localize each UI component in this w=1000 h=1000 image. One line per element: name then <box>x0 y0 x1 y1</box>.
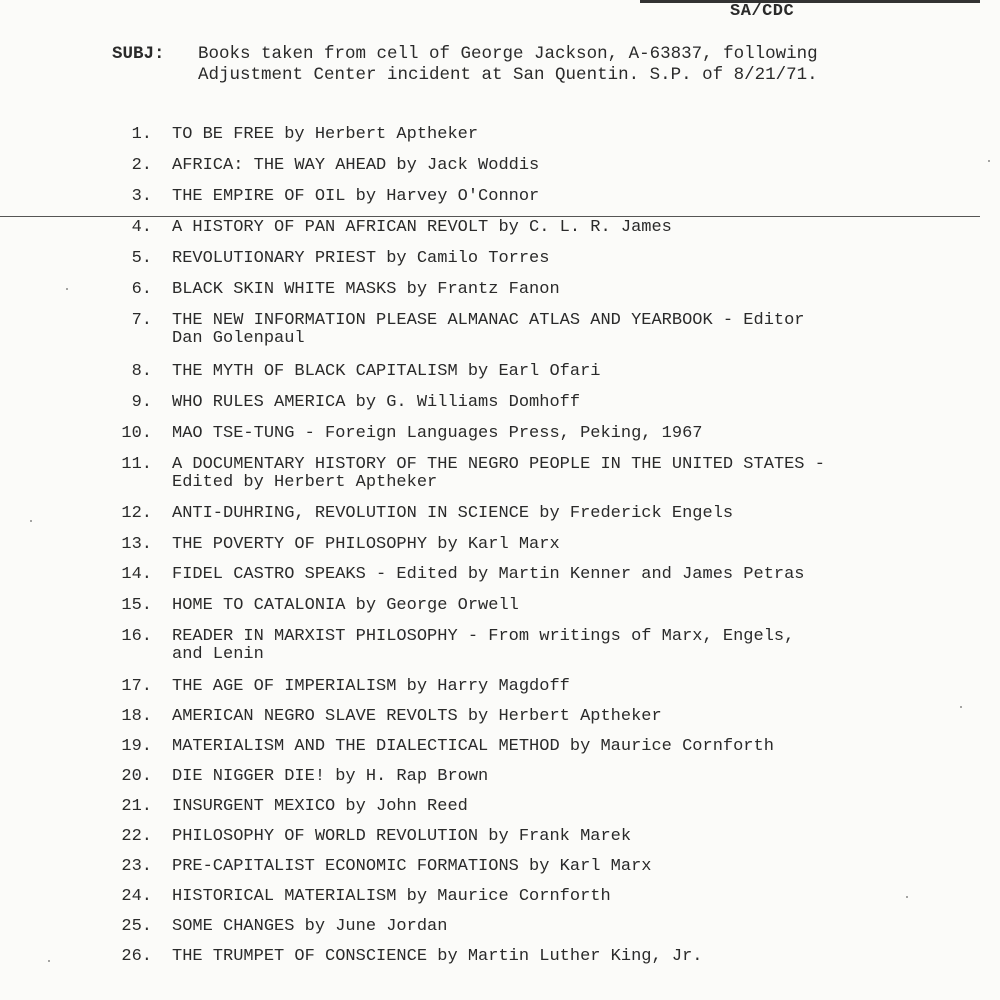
item-title: REVOLUTIONARY PRIEST by Camilo Torres <box>172 249 550 268</box>
item-text <box>172 597 962 615</box>
item-number: 10. <box>121 424 152 443</box>
item-title: DIE NIGGER DIE! by H. Rap Brown <box>172 767 489 786</box>
item-text <box>172 768 962 786</box>
item-title: THE AGE OF IMPERIALISM by Harry Magdoff <box>172 677 570 696</box>
item-title: BLACK SKIN WHITE MASKS by Frantz Fanon <box>172 280 560 299</box>
item-number: 12. <box>121 504 152 523</box>
item-title: THE NEW INFORMATION PLEASE ALMANAC ATLAS AND YEARBOOK - Editor <box>172 311 805 330</box>
item-title: HISTORICAL MATERIALISM by Maurice Cornforth <box>172 887 611 906</box>
item-text <box>172 394 962 412</box>
item-text <box>172 948 962 966</box>
item-title: A DOCUMENTARY HISTORY OF THE NEGRO PEOPLE IN THE UNITED STATES - <box>172 455 825 474</box>
item-number: 3. <box>131 187 152 206</box>
item-number: 8. <box>131 362 152 381</box>
scan-speck <box>906 896 908 898</box>
item-number: 2. <box>131 156 152 175</box>
item-title: A HISTORY OF PAN AFRICAN REVOLT by C. L. R. James <box>172 218 672 237</box>
item-text <box>172 281 962 299</box>
scan-speck <box>48 960 50 962</box>
header-code: SA/CDC <box>730 2 795 21</box>
item-title: PHILOSOPHY OF WORLD REVOLUTION by Frank Marek <box>172 827 632 846</box>
item-title: SOME CHANGES by June Jordan <box>172 917 448 936</box>
scan-speck <box>988 160 990 162</box>
item-title: INSURGENT MEXICO by John Reed <box>172 797 468 816</box>
item-text <box>172 888 962 906</box>
item-number: 24. <box>121 887 152 906</box>
item-text <box>172 678 962 696</box>
item-title: READER IN MARXIST PHILOSOPHY - From writings of Marx, Engels, <box>172 627 795 646</box>
item-number: 21. <box>121 797 152 816</box>
item-title: AFRICA: THE WAY AHEAD by Jack Woddis <box>172 156 540 175</box>
item-text <box>172 425 962 443</box>
item-text <box>172 858 962 876</box>
item-number: 20. <box>121 767 152 786</box>
item-number: 11. <box>121 455 152 474</box>
item-title: THE TRUMPET OF CONSCIENCE by Martin Luther King, Jr. <box>172 947 703 966</box>
scan-speck <box>960 706 962 708</box>
subject-line-2: Adjustment Center incident at San Quentin. S.P. of 8/21/71. <box>198 65 818 85</box>
item-title: PRE-CAPITALIST ECONOMIC FORMATIONS by Karl Marx <box>172 857 652 876</box>
item-title: FIDEL CASTRO SPEAKS - Edited by Martin Kenner and James Petras <box>172 565 805 584</box>
item-number: 17. <box>121 677 152 696</box>
subject-label: SUBJ: <box>112 44 165 64</box>
item-number: 18. <box>121 707 152 726</box>
item-text <box>172 157 962 175</box>
item-title: TO BE FREE by Herbert Aptheker <box>172 125 479 144</box>
item-text <box>172 126 962 144</box>
item-text <box>172 828 962 846</box>
item-text <box>172 798 962 816</box>
item-text <box>172 219 962 237</box>
item-title: HOME TO CATALONIA by George Orwell <box>172 596 519 615</box>
header-rule <box>640 0 980 3</box>
subject-line-1: Books taken from cell of George Jackson, A-63837, following <box>198 44 818 64</box>
item-title: ANTI-DUHRING, REVOLUTION IN SCIENCE by Frederick Engels <box>172 504 734 523</box>
item-number: 9. <box>131 393 152 412</box>
item-title: MATERIALISM AND THE DIALECTICAL METHOD by Maurice Cornforth <box>172 737 774 756</box>
item-text <box>172 188 962 206</box>
item-number: 15. <box>121 596 152 615</box>
item-text <box>172 363 962 381</box>
item-text <box>172 505 962 523</box>
item-number: 25. <box>121 917 152 936</box>
item-text <box>172 312 962 348</box>
item-number: 26. <box>121 947 152 966</box>
item-continuation: Edited by Herbert Aptheker <box>172 473 438 492</box>
horizontal-rule <box>0 216 980 217</box>
item-text <box>172 918 962 936</box>
item-number: 1. <box>131 125 152 144</box>
item-continuation: and Lenin <box>172 645 264 664</box>
item-text <box>172 738 962 756</box>
item-number: 14. <box>121 565 152 584</box>
item-number: 22. <box>121 827 152 846</box>
item-text <box>172 250 962 268</box>
item-number: 23. <box>121 857 152 876</box>
item-text <box>172 536 962 554</box>
scan-speck <box>30 520 32 522</box>
item-title: THE EMPIRE OF OIL by Harvey O'Connor <box>172 187 540 206</box>
item-text <box>172 628 962 664</box>
item-number: 5. <box>131 249 152 268</box>
item-number: 7. <box>131 311 152 330</box>
item-title: THE MYTH OF BLACK CAPITALISM by Earl Ofari <box>172 362 601 381</box>
item-number: 13. <box>121 535 152 554</box>
item-title: MAO TSE-TUNG - Foreign Languages Press, Peking, 1967 <box>172 424 703 443</box>
scan-speck <box>66 288 68 290</box>
item-text <box>172 708 962 726</box>
item-text <box>172 566 962 584</box>
item-number: 4. <box>131 218 152 237</box>
item-text <box>172 456 962 492</box>
item-title: WHO RULES AMERICA by G. Williams Domhoff <box>172 393 581 412</box>
item-number: 6. <box>131 280 152 299</box>
item-title: THE POVERTY OF PHILOSOPHY by Karl Marx <box>172 535 560 554</box>
item-number: 16. <box>121 627 152 646</box>
item-continuation: Dan Golenpaul <box>172 329 305 348</box>
item-number: 19. <box>121 737 152 756</box>
item-title: AMERICAN NEGRO SLAVE REVOLTS by Herbert Aptheker <box>172 707 662 726</box>
